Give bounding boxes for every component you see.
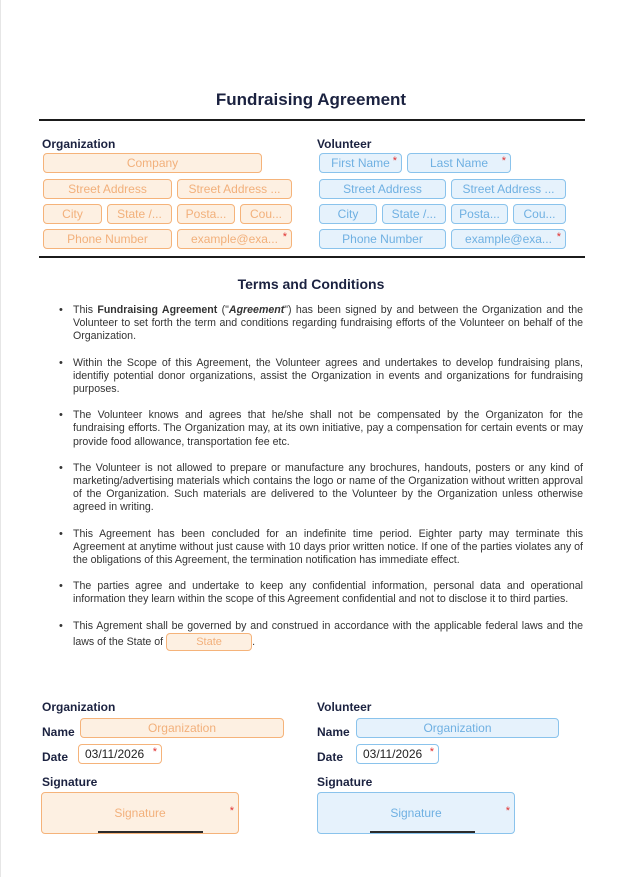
term-item: • This Agreement has been concluded for an indefinite time period. Eighter party may terminate this Agreement at anytime without just cause with 10 days prior written notice. If one of the parties violates any of the obligations of this Agreement, the termination notification has immediate effect. xyxy=(59,528,583,568)
org-email-field[interactable]: example@exa... * xyxy=(177,229,292,249)
term-item: • The Volunteer knows and agrees that he/she shall not be compensated by the Organizaton for the fundraising efforts. The Organization may, at its own initiative, pay a compensation for certain events or may provide food allowance, transportation fee etc. xyxy=(59,409,583,449)
terms-list xyxy=(59,304,583,664)
org-phone-field[interactable]: Phone Number xyxy=(43,229,172,249)
section-divider xyxy=(39,256,585,258)
org-date-field[interactable]: 03/11/2026 * xyxy=(78,744,162,764)
org-street-address-field[interactable]: Street Address xyxy=(43,179,172,199)
org-street-address-2-field[interactable]: Street Address ... xyxy=(177,179,292,199)
vol-first-name-field[interactable]: First Name * xyxy=(319,153,402,173)
term-item: • Within the Scope of this Agreement, the Volunteer agrees and undertakes to develop fundraising plans, identifiy potential donor organizations, assist the Organization in events and organizations for fundraising purposes. xyxy=(59,357,583,397)
terms-title: Terms and Conditions xyxy=(237,276,385,292)
top-divider xyxy=(39,119,585,121)
org-name-field[interactable]: Organization xyxy=(80,718,284,738)
vol-street-address-2-field[interactable]: Street Address ... xyxy=(451,179,566,199)
org-country-field[interactable]: Cou... xyxy=(240,204,292,224)
org-postal-field[interactable]: Posta... xyxy=(177,204,235,224)
vol-last-name-field[interactable]: Last Name * xyxy=(407,153,511,173)
term-item: • This Fundraising Agreement ("Agreement") has been signed by and between the Organization and the Volunteer to set forth the term and conditions regarding fundraising efforts of the Volunteer on behalf of the Organization. xyxy=(59,304,583,344)
vol-state-field[interactable]: State /... xyxy=(382,204,446,224)
vol-city-field[interactable]: City xyxy=(319,204,377,224)
vol-date-label: Date xyxy=(317,750,344,764)
signoff-volunteer-heading: Volunteer xyxy=(317,700,372,714)
document-title: Fundraising Agreement xyxy=(215,90,407,109)
org-company-field[interactable]: Company xyxy=(43,153,262,173)
governing-state-field[interactable]: State xyxy=(166,633,252,651)
term-item: • This Agrement shall be governed by and construed in accordance with the applicable federal laws and the laws of the State of State . xyxy=(59,620,583,651)
vol-country-field[interactable]: Cou... xyxy=(513,204,566,224)
vol-date-field[interactable]: 03/11/2026 * xyxy=(356,744,439,764)
signoff-organization-heading: Organization xyxy=(42,700,116,714)
vol-phone-field[interactable]: Phone Number xyxy=(319,229,446,249)
org-date-label: Date xyxy=(42,750,69,764)
term-item: • The parties agree and undertake to keep any confidential information, personal data and operational information they learn within the scope of this Agreement confidential and not to disclose it to third parties. xyxy=(59,580,583,606)
vol-email-field[interactable]: example@exa... * xyxy=(451,229,566,249)
vol-signature-pad[interactable]: Signature * xyxy=(317,792,515,834)
org-signature-line xyxy=(98,831,203,833)
vol-name-label: Name xyxy=(317,725,350,739)
term-item: • The Volunteer is not allowed to prepare or manufacture any brochures, handouts, posters or any kind of marketing/advertising materials which contains the logo or name of the Organization without written approval of the Organization. Such materials are delivered to the Volunteer by the Organization unless otherwise agreed in writing. xyxy=(59,462,583,515)
org-city-field[interactable]: City xyxy=(43,204,102,224)
org-signature-pad[interactable]: Signature * xyxy=(41,792,239,834)
org-state-field[interactable]: State /... xyxy=(107,204,172,224)
org-signature-label: Signature xyxy=(42,775,98,789)
org-name-label: Name xyxy=(42,725,75,739)
vol-street-address-field[interactable]: Street Address xyxy=(319,179,446,199)
vol-signature-label: Signature xyxy=(317,775,373,789)
organization-heading: Organization xyxy=(42,137,116,151)
vol-name-field[interactable]: Organization xyxy=(356,718,559,738)
vol-signature-line xyxy=(370,831,475,833)
volunteer-heading: Volunteer xyxy=(317,137,372,151)
vol-postal-field[interactable]: Posta... xyxy=(451,204,508,224)
